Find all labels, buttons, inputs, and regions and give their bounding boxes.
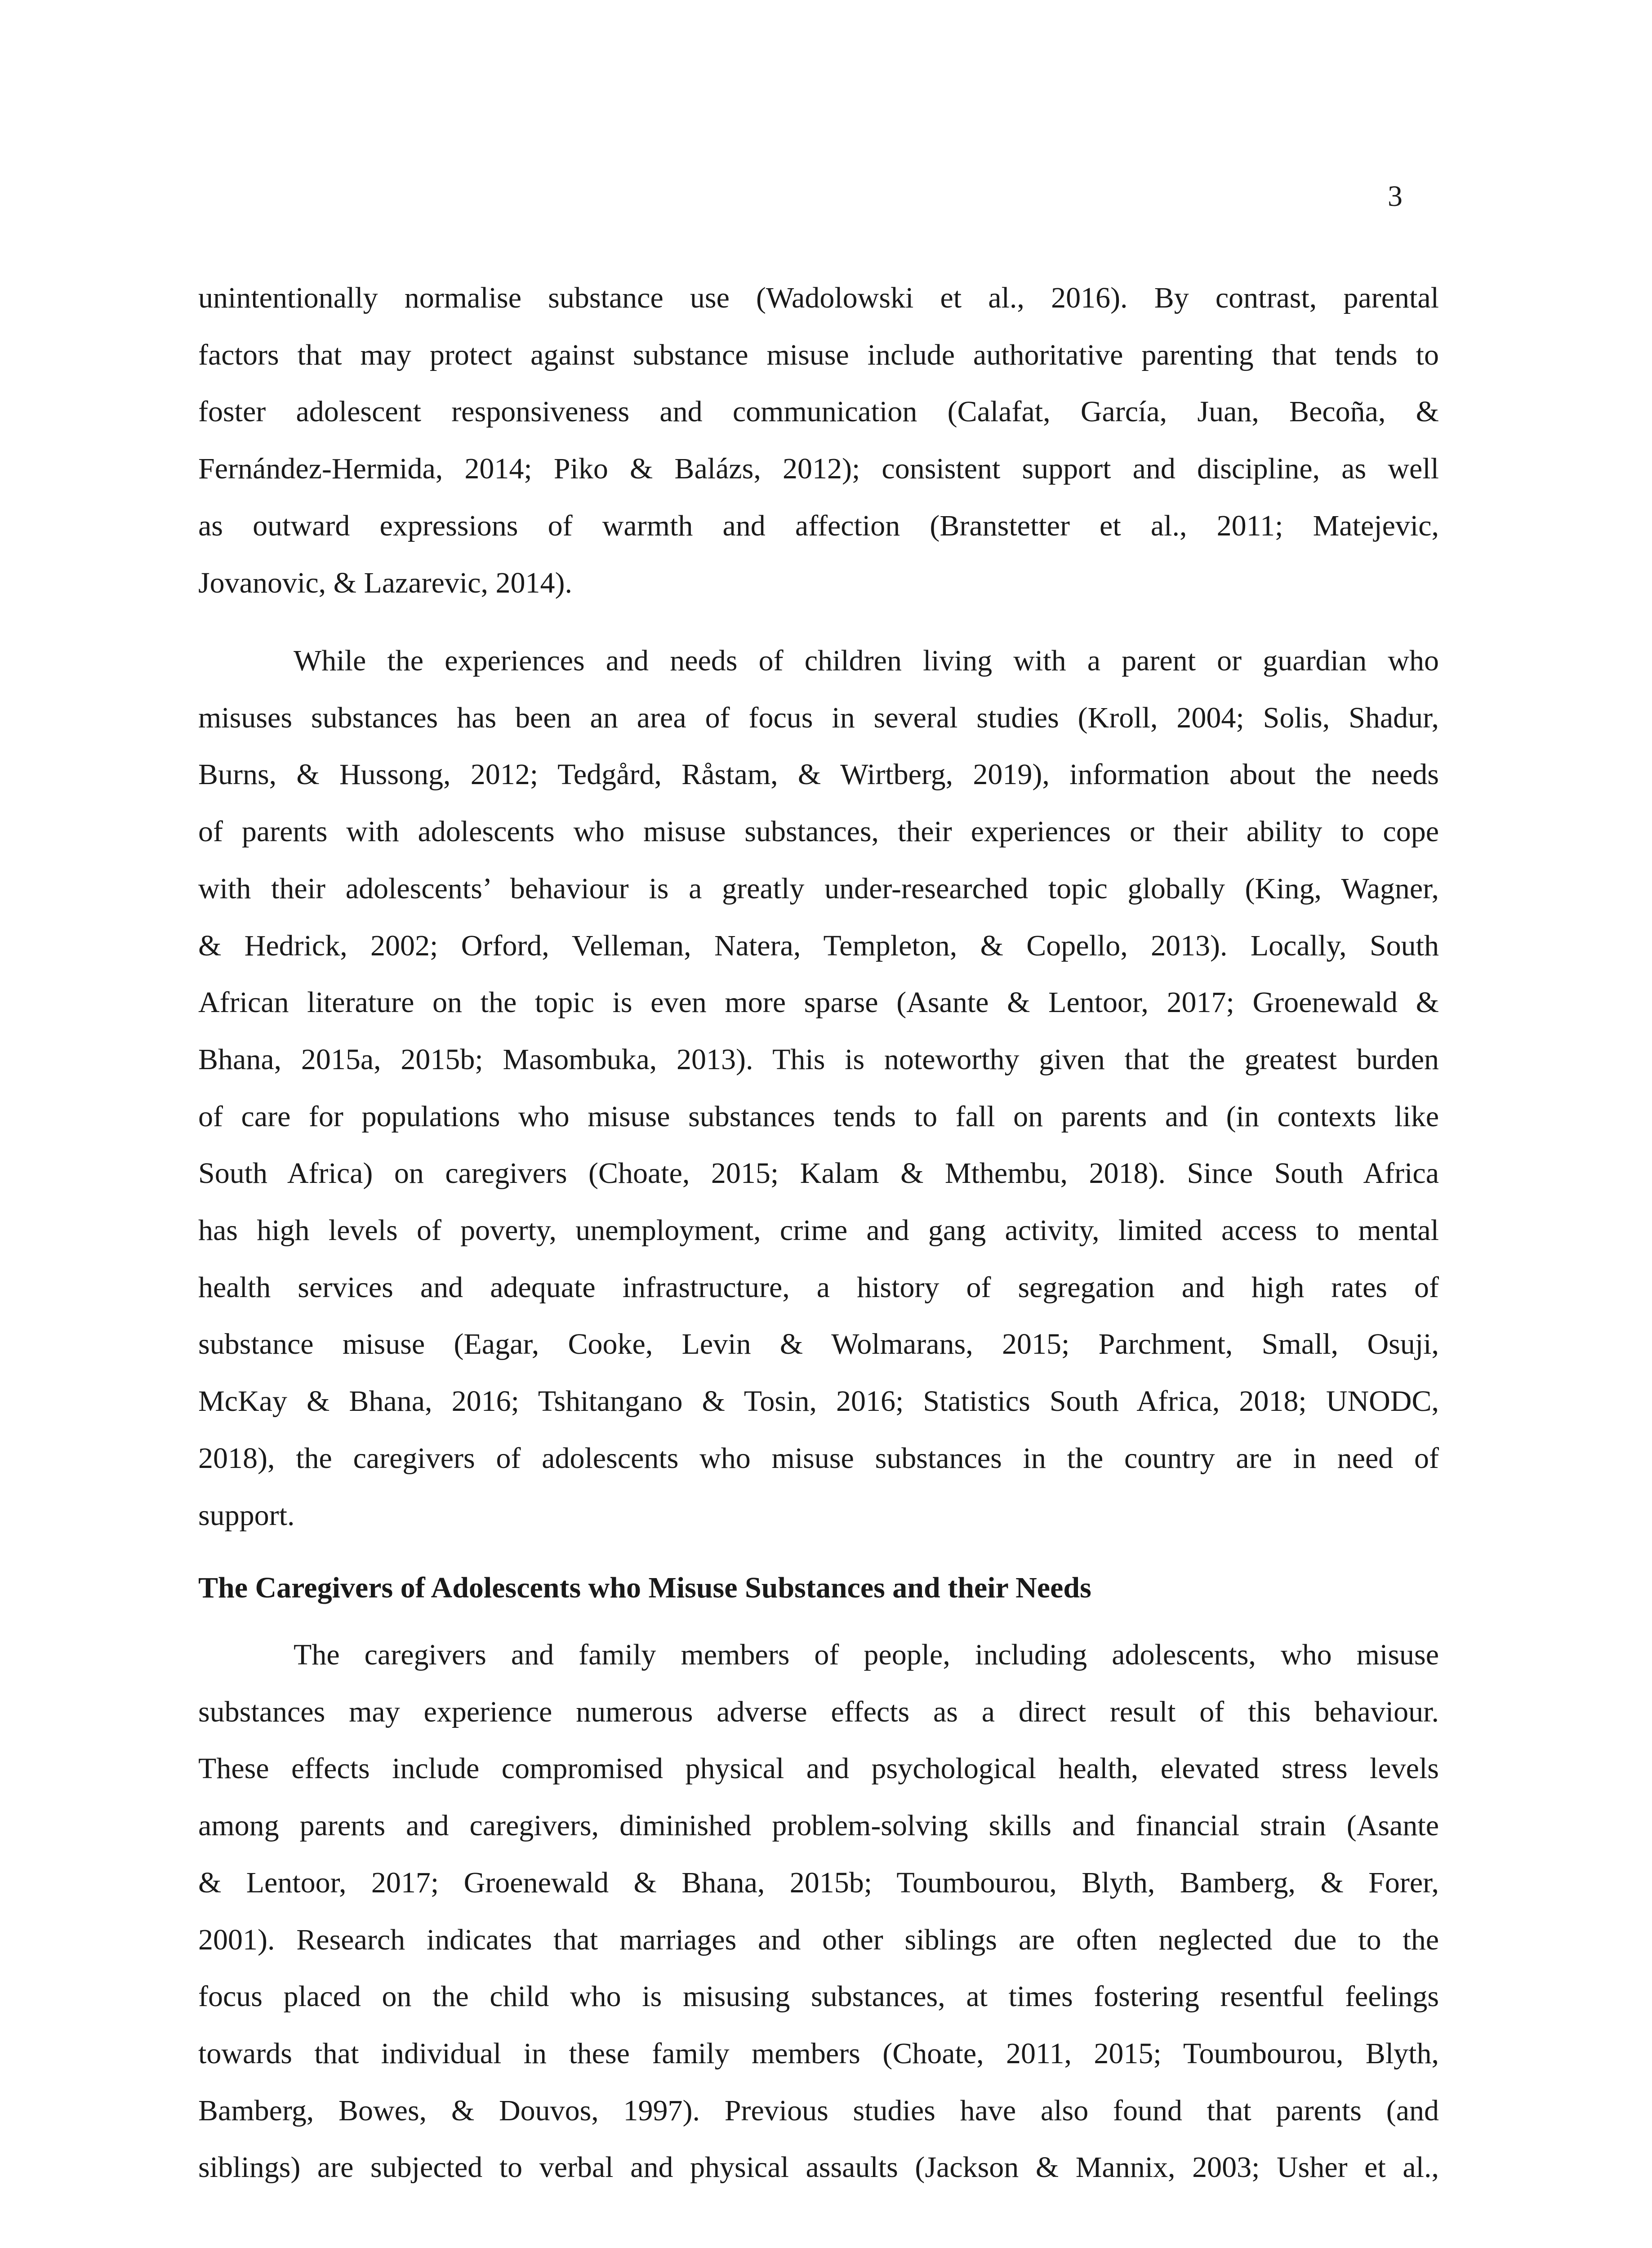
- text-line: factors that may protect against substance misuse include authoritative parenting that tends to: [198, 338, 1439, 371]
- text-line: Bhana, 2015a, 2015b; Masombuka, 2013). This is noteworthy given that the greatest burden: [198, 1043, 1439, 1076]
- text-line: foster adolescent responsiveness and communication (Calafat, García, Juan, Becoña, &: [198, 395, 1439, 428]
- text-line: South Africa) on caregivers (Choate, 2015; Kalam & Mthembu, 2018). Since South Africa: [198, 1157, 1439, 1190]
- paragraph-1: [198, 270, 1439, 611]
- text-line: of parents with adolescents who misuse substances, their experiences or their ability to cope: [198, 815, 1439, 848]
- text-line: & Hedrick, 2002; Orford, Velleman, Natera, Templeton, & Copello, 2013). Locally, South: [198, 929, 1439, 962]
- text-line: 2001). Research indicates that marriages and other siblings are often neglected due to the: [198, 1923, 1439, 1956]
- text-line: Fernández-Hermida, 2014; Piko & Balázs, 2012); consistent support and discipline, as well: [198, 452, 1439, 486]
- text-line: focus placed on the child who is misusing substances, at times fostering resentful feelings: [198, 1980, 1439, 2013]
- paragraph-2: [198, 633, 1439, 1544]
- text-line: & Lentoor, 2017; Groenewald & Bhana, 2015b; Toumbourou, Blyth, Bamberg, & Forer,: [198, 1866, 1439, 1899]
- text-line: health services and adequate infrastructure, a history of segregation and high rates of: [198, 1271, 1439, 1304]
- text-line: substances may experience numerous adverse effects as a direct result of this behaviour.: [198, 1695, 1439, 1728]
- text-line: While the experiences and needs of children living with a parent or guardian who: [294, 644, 1439, 677]
- text-line: African literature on the topic is even more sparse (Asante & Lentoor, 2017; Groenewald &: [198, 986, 1439, 1019]
- text-line: Bamberg, Bowes, & Douvos, 1997). Previous studies have also found that parents (and: [198, 2094, 1439, 2127]
- section-heading: The Caregivers of Adolescents who Misuse Substances and their Needs: [198, 1571, 1091, 1604]
- text-line: of care for populations who misuse substances tends to fall on parents and (in contexts like: [198, 1100, 1439, 1133]
- text-line: The caregivers and family members of people, including adolescents, who misuse: [294, 1638, 1439, 1671]
- text-line: as outward expressions of warmth and affection (Branstetter et al., 2011; Matejevic,: [198, 509, 1439, 542]
- text-line: misuses substances has been an area of focus in several studies (Kroll, 2004; Solis, Shadur,: [198, 701, 1439, 734]
- text-line: support.: [198, 1499, 295, 1532]
- text-line: towards that individual in these family members (Choate, 2011, 2015; Toumbourou, Blyth,: [198, 2037, 1439, 2070]
- text-line: These effects include compromised physical and psychological health, elevated stress levels: [198, 1752, 1439, 1785]
- text-line: 2018), the caregivers of adolescents who misuse substances in the country are in need of: [198, 1441, 1439, 1475]
- text-line: among parents and caregivers, diminished problem-solving skills and financial strain (Asante: [198, 1809, 1439, 1842]
- section-paragraph: [198, 1627, 1439, 2196]
- text-line: Burns, & Hussong, 2012; Tedgård, Råstam, & Wirtberg, 2019), information about the needs: [198, 758, 1439, 791]
- text-line: substance misuse (Eagar, Cooke, Levin & Wolmarans, 2015; Parchment, Small, Osuji,: [198, 1328, 1439, 1361]
- text-line: siblings) are subjected to verbal and physical assaults (Jackson & Mannix, 2003; Usher et al.,: [198, 2151, 1439, 2184]
- text-line: unintentionally normalise substance use (Wadolowski et al., 2016). By contrast, parental: [198, 281, 1439, 314]
- page-number: 3: [1388, 180, 1403, 213]
- text-line: Jovanovic, & Lazarevic, 2014).: [198, 566, 573, 599]
- text-line: McKay & Bhana, 2016; Tshitangano & Tosin, 2016; Statistics South Africa, 2018; UNODC,: [198, 1385, 1439, 1418]
- text-line: has high levels of poverty, unemployment, crime and gang activity, limited access to mental: [198, 1214, 1439, 1247]
- text-line: with their adolescents’ behaviour is a greatly under-researched topic globally (King, Wagner,: [198, 872, 1439, 905]
